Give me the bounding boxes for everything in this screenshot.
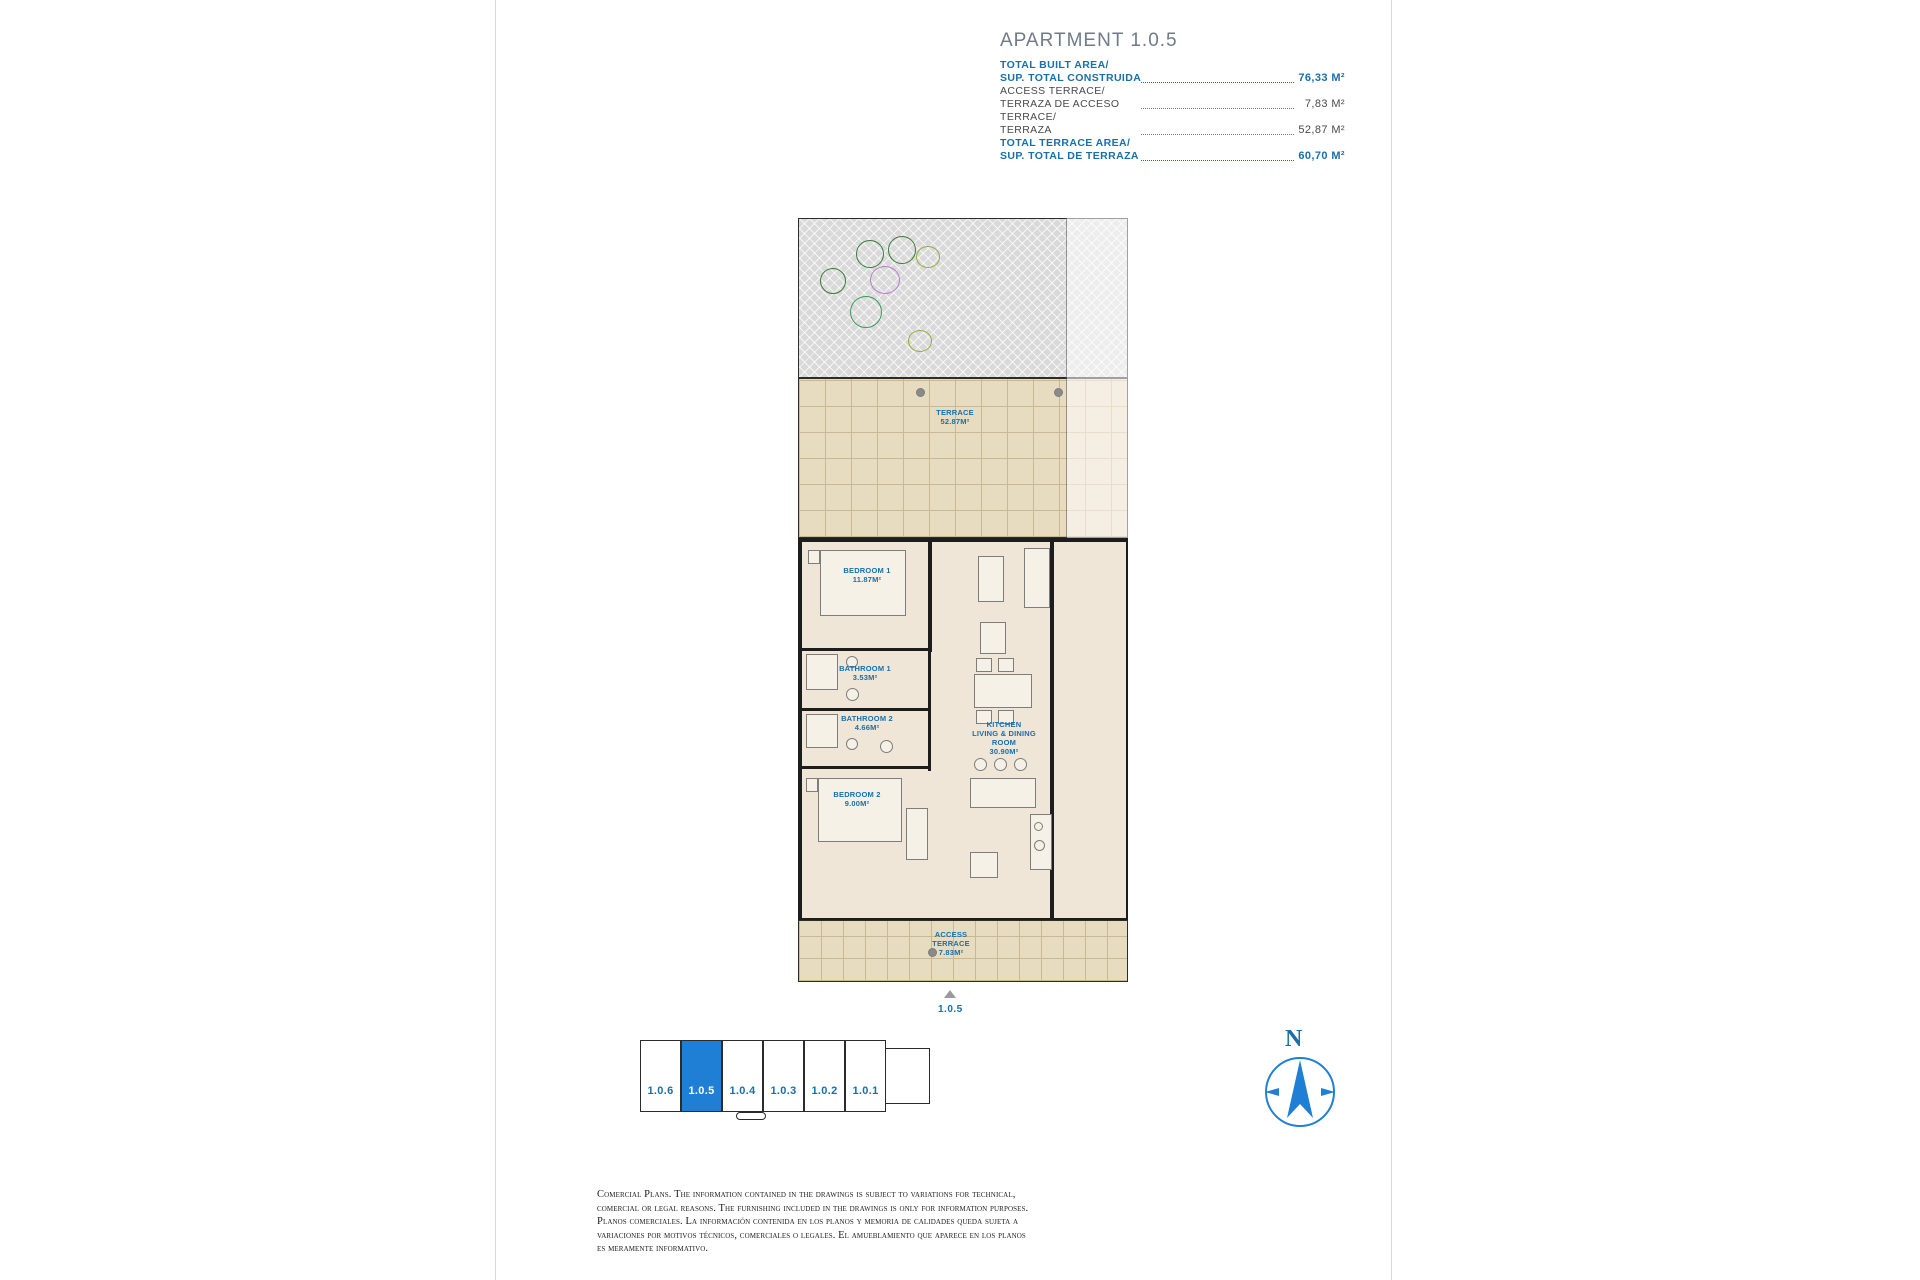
table-row (1000, 72, 1345, 85)
chair (976, 658, 992, 672)
room-area: 9.00M² (844, 799, 870, 808)
unit-code: 1.0.5 (938, 1004, 963, 1015)
disclaimer (597, 1188, 1357, 1256)
table-row (1000, 98, 1345, 111)
row-label-line2: SUP. TOTAL DE TERRAZA (1000, 150, 1139, 162)
row-label-line1: ACCESS TERRACE/ (1000, 85, 1105, 97)
toilet-icon (846, 688, 859, 701)
wall (802, 766, 930, 769)
room-name: KITCHEN (986, 720, 1022, 729)
living-label (956, 720, 1052, 756)
stool (1014, 758, 1027, 771)
room-area: 4.66M² (854, 723, 880, 732)
room-name: ACCESS (934, 930, 968, 939)
table-row (1000, 59, 1345, 72)
keyplan-unit-102[interactable] (804, 1040, 845, 1112)
dot-leader (1141, 124, 1294, 137)
floor-plan (798, 218, 1128, 1018)
compass-rose (1245, 1026, 1355, 1140)
wall (928, 651, 931, 771)
room-name: BEDROOM 2 (833, 790, 881, 799)
keyplan-label-102: 1.0.2 (811, 1085, 838, 1097)
shelf (1024, 548, 1050, 608)
stool (994, 758, 1007, 771)
access-terrace-label (906, 930, 996, 957)
row-value: 52,87 M² (1298, 124, 1345, 136)
room-name: TERRACE (936, 408, 974, 417)
table-row (1000, 111, 1345, 124)
key-plan (640, 1040, 940, 1145)
tree-icon (820, 268, 846, 294)
keyplan-unit-101[interactable] (845, 1040, 886, 1112)
bedroom1-label (822, 566, 912, 584)
terrace-right-strip (1066, 218, 1128, 538)
sofa (978, 556, 1004, 602)
row-label-line1: TERRACE/ (1000, 111, 1057, 123)
table-row (1000, 124, 1345, 137)
room-area: 7.83M² (938, 948, 964, 957)
row-label-line2: TERRAZA (1000, 124, 1052, 136)
terrace-post (916, 388, 925, 397)
wall (798, 538, 1128, 542)
area-table (1000, 59, 1345, 163)
table-row (1000, 150, 1345, 163)
row-label-line1: TOTAL TERRACE AREA/ (1000, 137, 1131, 149)
dining-table (974, 674, 1032, 708)
keyplan-label-104: 1.0.4 (729, 1085, 756, 1097)
keyplan-label-101: 1.0.1 (852, 1085, 879, 1097)
disclaimer-line-5: es meramente informativo. (597, 1243, 709, 1254)
wall (802, 648, 932, 651)
disclaimer-line-2: comercial or legal reasons. The furnishing included in the drawings is only for information purposes. (597, 1202, 1029, 1214)
wall (928, 542, 932, 652)
table-row (1000, 85, 1345, 98)
page-title: APARTMENT 1.0.5 (1000, 30, 1178, 51)
kitchen-island (970, 778, 1036, 808)
sink-icon (846, 738, 858, 750)
room-name: BATHROOM 2 (841, 714, 893, 723)
room-area: 3.53M² (852, 673, 878, 682)
room-area: 30.90M² (989, 747, 1019, 756)
bed-furniture (818, 778, 902, 842)
keyplan-wing (886, 1048, 930, 1104)
table-row (1000, 137, 1345, 150)
room-name: BEDROOM 1 (843, 566, 891, 575)
keyplan-footpath (736, 1112, 766, 1120)
bathroom1-label (820, 664, 910, 682)
row-value: 60,70 M² (1298, 150, 1345, 162)
keyplan-label-106: 1.0.6 (647, 1085, 674, 1097)
dot-leader (1141, 72, 1294, 85)
disclaimer-line-4: variaciones por motivos técnicos, comerciales o legales. El amueblamiento que aparece en los planos (597, 1229, 1026, 1241)
nightstand (808, 550, 820, 564)
terrace-label (910, 408, 1000, 426)
keyplan-label-103: 1.0.3 (770, 1085, 797, 1097)
toilet-icon (880, 740, 893, 753)
wall (798, 538, 802, 922)
chair (998, 658, 1014, 672)
wall (802, 708, 930, 711)
shrub-icon (870, 266, 900, 294)
row-label-line2: TERRAZA DE ACCESO (1000, 98, 1120, 110)
keyplan-unit-103[interactable] (763, 1040, 804, 1112)
bathroom2-label (820, 714, 914, 732)
keyplan-unit-105[interactable] (681, 1040, 722, 1112)
dot-leader (1141, 150, 1294, 163)
shrub-icon (916, 246, 940, 268)
bedroom2-label (810, 790, 904, 808)
room-area: 11.87M² (852, 575, 882, 584)
row-value: 7,83 M² (1304, 98, 1345, 110)
wardrobe (906, 808, 928, 860)
tv-unit (980, 622, 1006, 654)
area-summary (1000, 30, 1345, 163)
disclaimer-line-1: Comercial Plans. The information contained in the drawings is subject to variations for technical, (597, 1189, 1016, 1200)
keyplan-unit-106[interactable] (640, 1040, 681, 1112)
stool (974, 758, 987, 771)
row-label-line2: SUP. TOTAL CONSTRUIDA (1000, 72, 1142, 84)
keyplan-unit-104[interactable] (722, 1040, 763, 1112)
entrance-arrow-icon (944, 990, 956, 998)
appliance (970, 852, 998, 878)
tree-icon (888, 236, 916, 264)
terrace-post (1054, 388, 1063, 397)
hob-icon (1034, 822, 1043, 831)
keyplan-label-105: 1.0.5 (688, 1085, 715, 1097)
plant-icon (850, 296, 882, 328)
room-name-2: LIVING & DINING (972, 729, 1036, 738)
compass-north-label: N (1285, 1026, 1303, 1052)
room-name: BATHROOM 1 (839, 664, 891, 673)
tree-icon (856, 240, 884, 268)
sink-icon (1034, 840, 1045, 851)
room-name-3: ROOM (991, 738, 1017, 747)
room-area: 52.87M² (940, 417, 970, 426)
row-label-line1: TOTAL BUILT AREA/ (1000, 59, 1109, 71)
dot-leader (1141, 98, 1294, 111)
shrub-icon (908, 330, 932, 352)
room-name-2: TERRACE (932, 939, 970, 948)
row-value: 76,33 M² (1298, 72, 1345, 84)
disclaimer-line-3: Planos comerciales. La información contenida en los planos y memoria de calidades queda sujeta a (597, 1216, 1019, 1227)
